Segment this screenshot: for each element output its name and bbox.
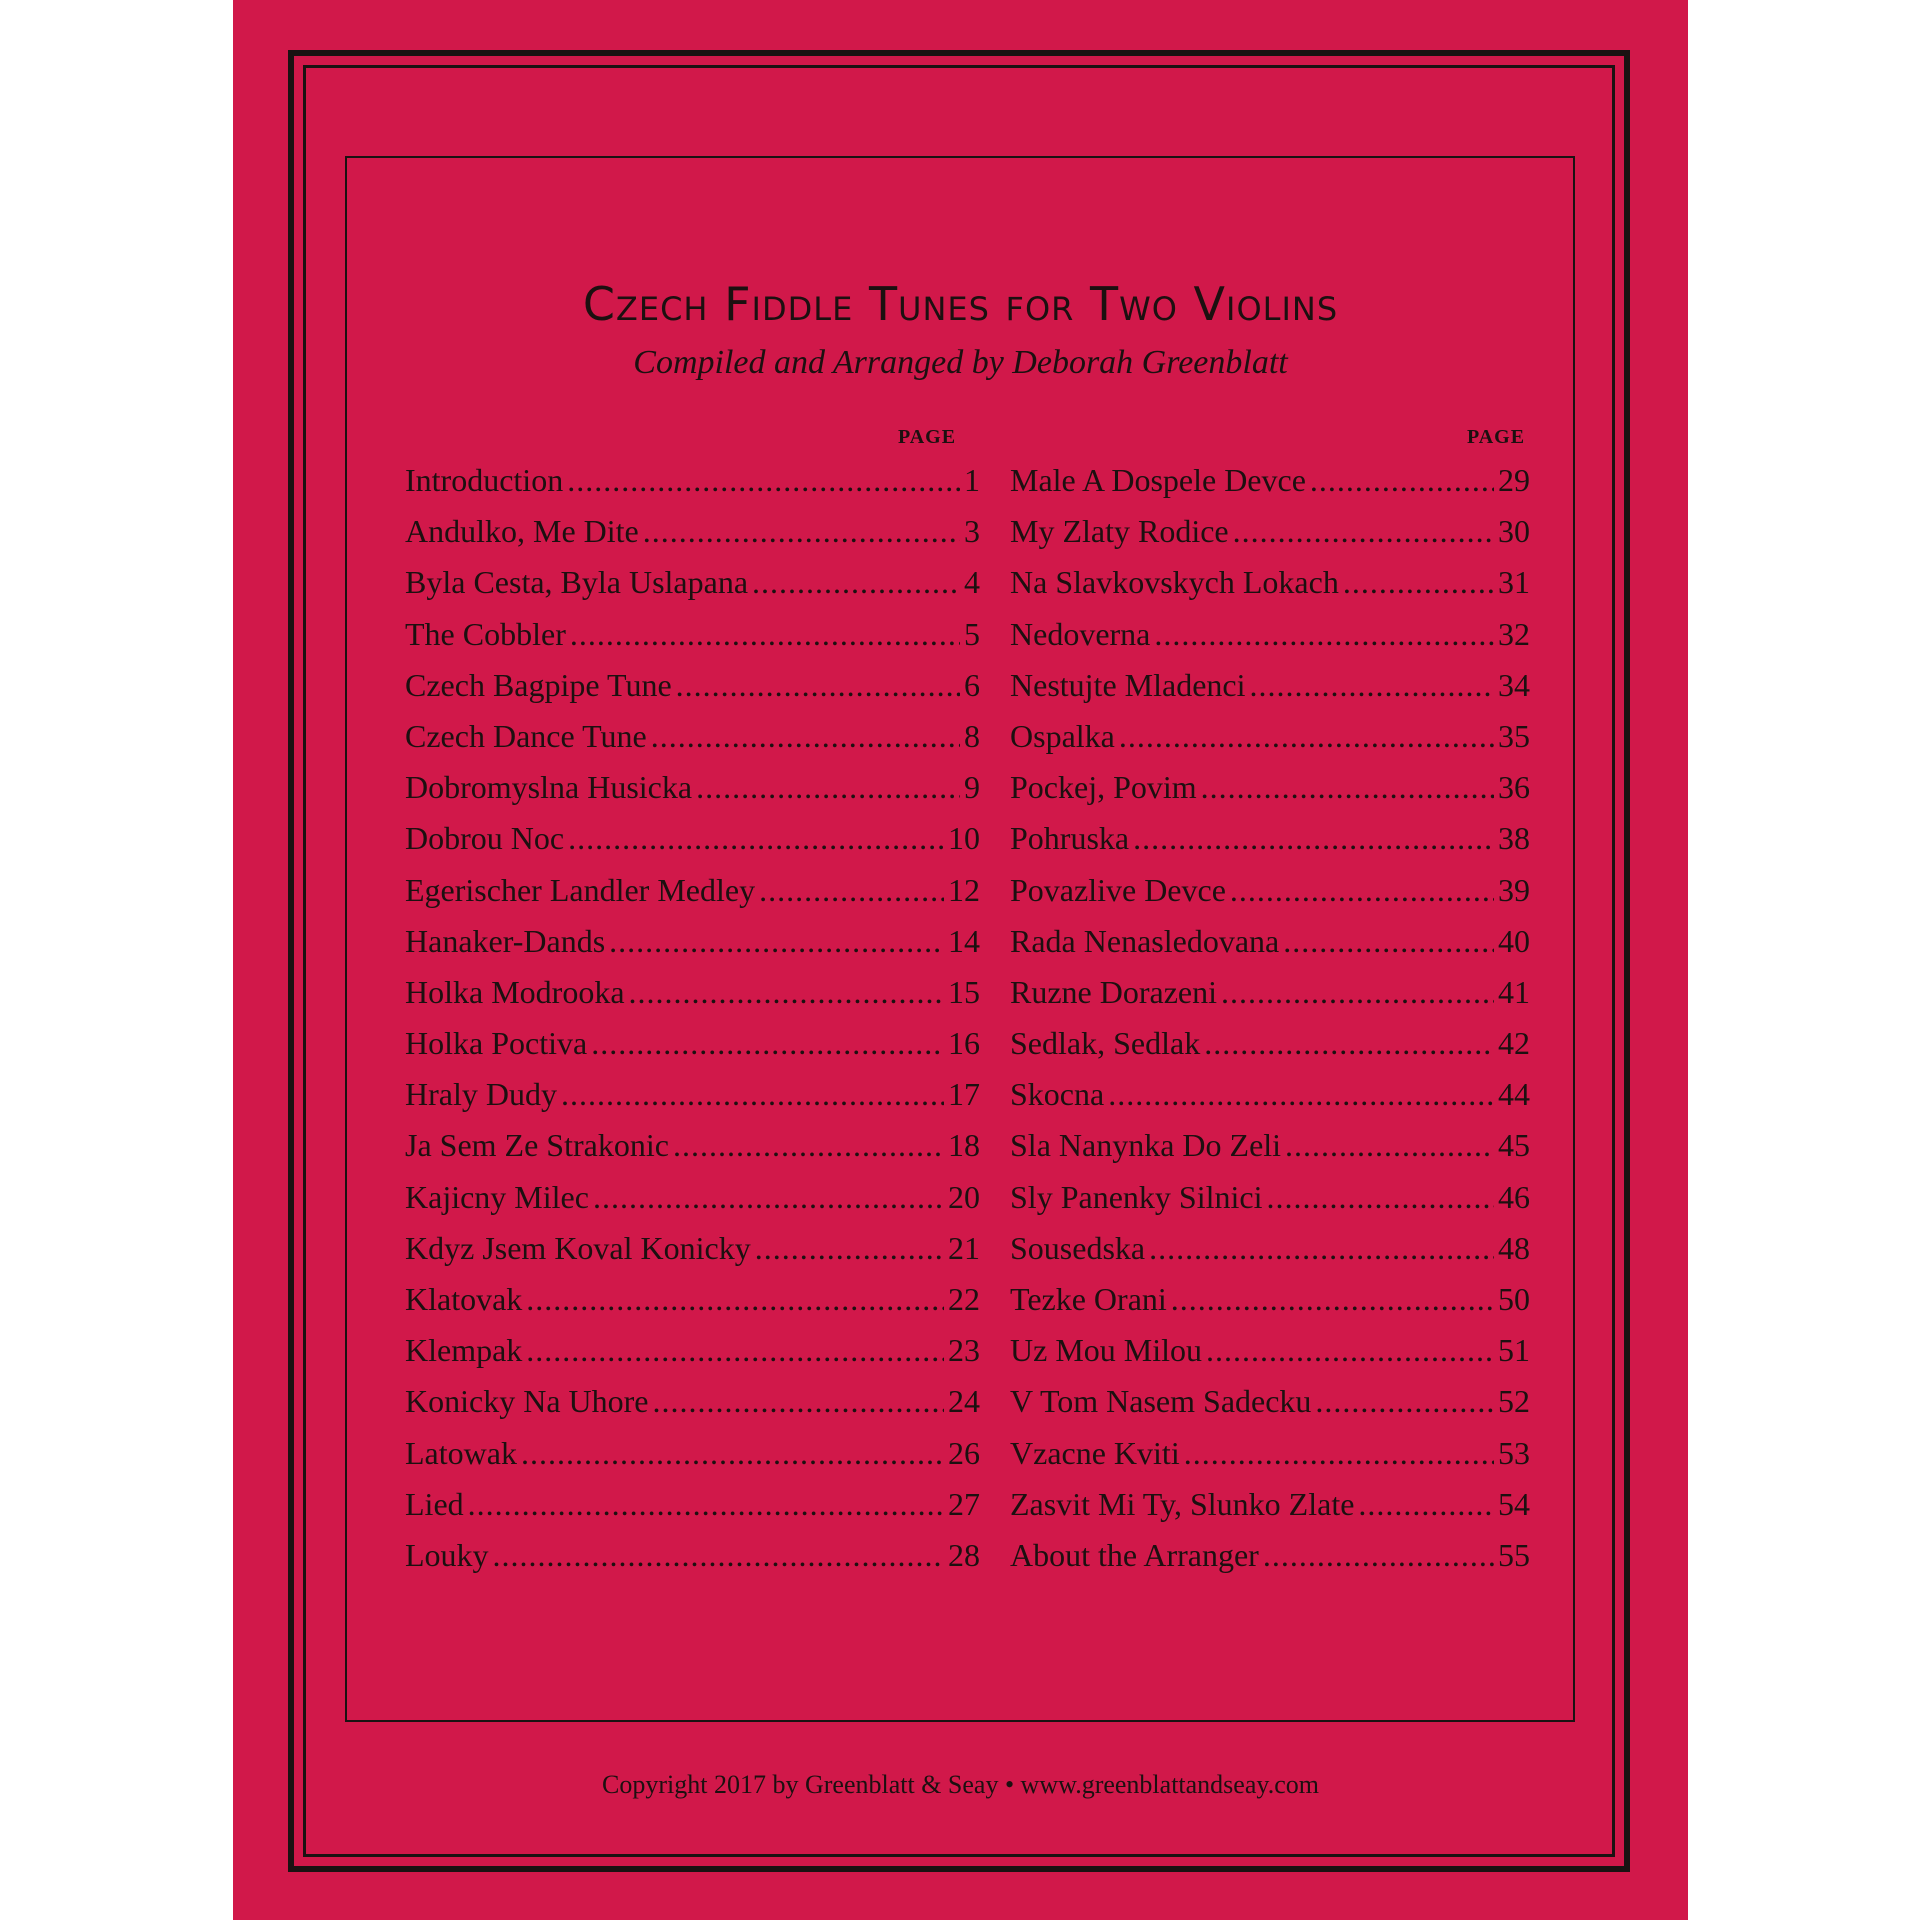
entry-page-number: 26 [948, 1434, 980, 1471]
entry-page-number: 50 [1498, 1281, 1530, 1317]
entry-title: My Zlaty Rodice [1010, 513, 1229, 550]
contents-entry [1010, 762, 1530, 813]
dot-leader [1358, 1479, 1494, 1530]
dot-leader [652, 1376, 944, 1427]
dot-leader [1221, 967, 1494, 1018]
entry-page-number: 24 [948, 1383, 980, 1420]
entry-page-number: 1 [964, 462, 980, 498]
contents-entry [1010, 557, 1530, 608]
entry-title: Klatovak [405, 1281, 523, 1317]
entry-title: Kdyz Jsem Koval Konicky [405, 1229, 751, 1266]
contents-entry [405, 1274, 980, 1325]
entry-page-number: 4 [964, 564, 980, 601]
entry-page-number: 34 [1498, 666, 1530, 703]
entry-page-number: 10 [948, 820, 980, 857]
dot-leader [609, 916, 944, 967]
entry-title: About the Arranger [1010, 1536, 1259, 1573]
entry-title: Sousedska [1010, 1229, 1146, 1266]
entry-page-number: 8 [964, 717, 980, 754]
dot-leader [1171, 1274, 1494, 1325]
dot-leader [1204, 1018, 1494, 1069]
contents-entry [1010, 1530, 1530, 1581]
entry-page-number: 21 [948, 1229, 980, 1266]
entry-title: Hanaker-Dands [405, 922, 606, 959]
contents-entry [405, 455, 980, 506]
entry-page-number: 5 [964, 615, 980, 652]
entry-page-number: 20 [948, 1178, 980, 1215]
dot-leader [526, 1325, 944, 1376]
dot-leader [1154, 609, 1494, 660]
dot-leader [1184, 1428, 1494, 1479]
contents-entry [1010, 711, 1530, 762]
contents-entry [1010, 455, 1530, 506]
contents-entry [1010, 1428, 1530, 1479]
contents-entry [405, 557, 980, 608]
dot-leader [1283, 916, 1494, 967]
entry-title: Pohruska [1010, 820, 1130, 857]
entry-title: Egerischer Landler Medley [405, 871, 756, 908]
dot-leader [567, 455, 960, 506]
entry-title: Zasvit Mi Ty, Slunko Zlate [1010, 1485, 1355, 1522]
entry-title: Introduction [405, 462, 564, 498]
dot-leader [568, 813, 944, 864]
contents-list-left [405, 455, 980, 1581]
entry-title: Male A Dospele Devce [1010, 462, 1306, 498]
entry-page-number: 29 [1498, 462, 1530, 498]
entry-page-number: 18 [948, 1127, 980, 1164]
entry-page-number: 40 [1498, 922, 1530, 959]
entry-title: Dobrou Noc [405, 820, 565, 857]
entry-page-number: 15 [948, 973, 980, 1010]
entry-page-number: 38 [1498, 820, 1530, 857]
contents-entry [405, 865, 980, 916]
dot-leader [1266, 1172, 1494, 1223]
contents-entry [405, 660, 980, 711]
contents-entry [405, 1172, 980, 1223]
dot-leader [1206, 1325, 1494, 1376]
contents-entry [405, 609, 980, 660]
entry-title: Povazlive Devce [1010, 871, 1226, 908]
entry-title: Sly Panenky Silnici [1010, 1178, 1263, 1215]
dot-leader [1149, 1223, 1494, 1274]
dot-leader [1201, 762, 1494, 813]
entry-page-number: 17 [948, 1076, 980, 1113]
page-title: Czech Fiddle Tunes for Two Violins [582, 277, 1339, 331]
entry-page-number: 42 [1498, 1025, 1530, 1062]
entry-page-number: 32 [1498, 615, 1530, 652]
contents-entry [1010, 967, 1530, 1018]
entry-title: Nedoverna [1010, 615, 1151, 652]
dot-leader [1230, 865, 1494, 916]
entry-title: Holka Modrooka [405, 973, 625, 1010]
entry-page-number: 16 [948, 1025, 980, 1062]
entry-page-number: 30 [1498, 513, 1530, 550]
contents-entry [1010, 1069, 1530, 1120]
dot-leader [759, 865, 944, 916]
entry-title: Nestujte Mladenci [1010, 666, 1246, 703]
entry-title: Byla Cesta, Byla Uslapana [405, 564, 749, 601]
entry-title: Lied [405, 1485, 464, 1522]
entry-title: Ruzne Dorazeni [1010, 973, 1218, 1010]
dot-leader [673, 1120, 944, 1171]
entry-page-number: 48 [1498, 1229, 1530, 1266]
contents-entry [405, 1223, 980, 1274]
dot-leader [1119, 711, 1494, 762]
entry-page-number: 55 [1498, 1536, 1530, 1573]
entry-title: Pockej, Povim [1010, 769, 1197, 806]
dot-leader [1310, 455, 1494, 506]
entry-page-number: 46 [1498, 1178, 1530, 1215]
contents-entry [405, 1120, 980, 1171]
entry-title: Tezke Orani [1010, 1281, 1167, 1317]
contents-entry [1010, 1018, 1530, 1069]
contents-entry [1010, 1376, 1530, 1427]
entry-title: Dobromyslna Husicka [405, 769, 693, 806]
entry-page-number: 12 [948, 871, 980, 908]
entry-title: Czech Dance Tune [405, 717, 647, 754]
dot-leader [651, 711, 960, 762]
dot-leader [1233, 506, 1494, 557]
contents-entry [1010, 1120, 1530, 1171]
entry-title: Czech Bagpipe Tune [405, 666, 672, 703]
dot-leader [1343, 557, 1494, 608]
entry-page-number: 39 [1498, 871, 1530, 908]
contents-entry [405, 1376, 980, 1427]
entry-title: V Tom Nasem Sadecku [1010, 1383, 1312, 1420]
dot-leader [468, 1479, 944, 1530]
dot-leader [593, 1172, 944, 1223]
contents-entry [405, 813, 980, 864]
entry-page-number: 54 [1498, 1485, 1530, 1522]
dot-leader [493, 1530, 944, 1581]
contents-entry [405, 1479, 980, 1530]
contents-entry [1010, 660, 1530, 711]
entry-title: Hraly Dudy [405, 1076, 557, 1113]
entry-page-number: 45 [1498, 1127, 1530, 1164]
page-subtitle: Compiled and Arranged by Deborah Greenblatt [633, 344, 1288, 381]
entry-title: Sedlak, Sedlak [1010, 1025, 1201, 1062]
dot-leader [1315, 1376, 1494, 1427]
dot-leader [1108, 1069, 1494, 1120]
contents-entry [405, 916, 980, 967]
dot-leader [561, 1069, 944, 1120]
book-page [233, 0, 1688, 1920]
dot-leader [591, 1018, 944, 1069]
contents-entry [405, 506, 980, 557]
contents-entry [405, 967, 980, 1018]
dot-leader [1263, 1530, 1494, 1581]
contents-entry [1010, 609, 1530, 660]
contents-entry [405, 1018, 980, 1069]
contents-entry [1010, 1172, 1530, 1223]
contents-entry [1010, 916, 1530, 967]
entry-title: Konicky Na Uhore [405, 1383, 649, 1420]
dot-leader [676, 660, 960, 711]
dot-leader [752, 557, 960, 608]
dot-leader [1249, 660, 1494, 711]
dot-leader [755, 1223, 944, 1274]
entry-page-number: 23 [948, 1332, 980, 1369]
dot-leader [570, 609, 960, 660]
entry-title: Na Slavkovskych Lokach [1010, 564, 1339, 601]
entry-page-number: 14 [948, 922, 980, 959]
entry-title: Uz Mou Milou [1010, 1332, 1202, 1369]
dot-leader [1133, 813, 1494, 864]
contents-entry [405, 711, 980, 762]
entry-page-number: 53 [1498, 1434, 1530, 1471]
contents-entry [405, 1069, 980, 1120]
page-column-header-right: PAGE [1467, 426, 1526, 448]
dot-leader [526, 1274, 944, 1325]
entry-title: Kajicny Milec [405, 1178, 589, 1215]
entry-title: Sla Nanynka Do Zeli [1010, 1127, 1282, 1164]
entry-title: The Cobbler [405, 615, 566, 652]
contents-entry [405, 1530, 980, 1581]
entry-title: Holka Poctiva [405, 1025, 588, 1062]
entry-page-number: 27 [948, 1485, 980, 1522]
entry-page-number: 31 [1498, 564, 1530, 601]
dot-leader [629, 967, 944, 1018]
contents-entry [1010, 1274, 1530, 1325]
entry-title: Ja Sem Ze Strakonic [405, 1127, 669, 1164]
entry-page-number: 44 [1498, 1076, 1530, 1113]
contents-entry [405, 1325, 980, 1376]
entry-title: Andulko, Me Dite [405, 513, 639, 550]
contents-entry [405, 1428, 980, 1479]
dot-leader [643, 506, 960, 557]
copyright-notice: Copyright 2017 by Greenblatt & Seay • www.greenblattandseay.com [602, 1770, 1319, 1799]
entry-page-number: 41 [1498, 973, 1530, 1010]
entry-page-number: 22 [948, 1281, 980, 1317]
contents-entry [1010, 1479, 1530, 1530]
contents-entry [1010, 865, 1530, 916]
entry-page-number: 51 [1498, 1332, 1530, 1369]
entry-title: Louky [405, 1536, 489, 1573]
contents-entry [1010, 1223, 1530, 1274]
entry-title: Ospalka [1010, 717, 1115, 754]
entry-page-number: 28 [948, 1536, 980, 1573]
page-column-header-left: PAGE [898, 426, 957, 448]
entry-title: Latowak [405, 1434, 517, 1471]
entry-page-number: 36 [1498, 769, 1530, 806]
entry-title: Skocna [1010, 1076, 1105, 1113]
entry-page-number: 6 [964, 666, 980, 703]
contents-entry [405, 762, 980, 813]
dot-leader [1285, 1120, 1494, 1171]
contents-entry [1010, 813, 1530, 864]
entry-title: Rada Nenasledovana [1010, 922, 1280, 959]
entry-title: Vzacne Kviti [1010, 1434, 1180, 1471]
dot-leader [696, 762, 960, 813]
entry-page-number: 52 [1498, 1383, 1530, 1420]
contents-entry [1010, 506, 1530, 557]
entry-page-number: 3 [964, 513, 980, 550]
contents-entry [1010, 1325, 1530, 1376]
contents-list-right [1010, 455, 1530, 1581]
entry-page-number: 9 [964, 769, 980, 806]
entry-page-number: 35 [1498, 717, 1530, 754]
entry-title: Klempak [405, 1332, 523, 1369]
dot-leader [521, 1428, 944, 1479]
